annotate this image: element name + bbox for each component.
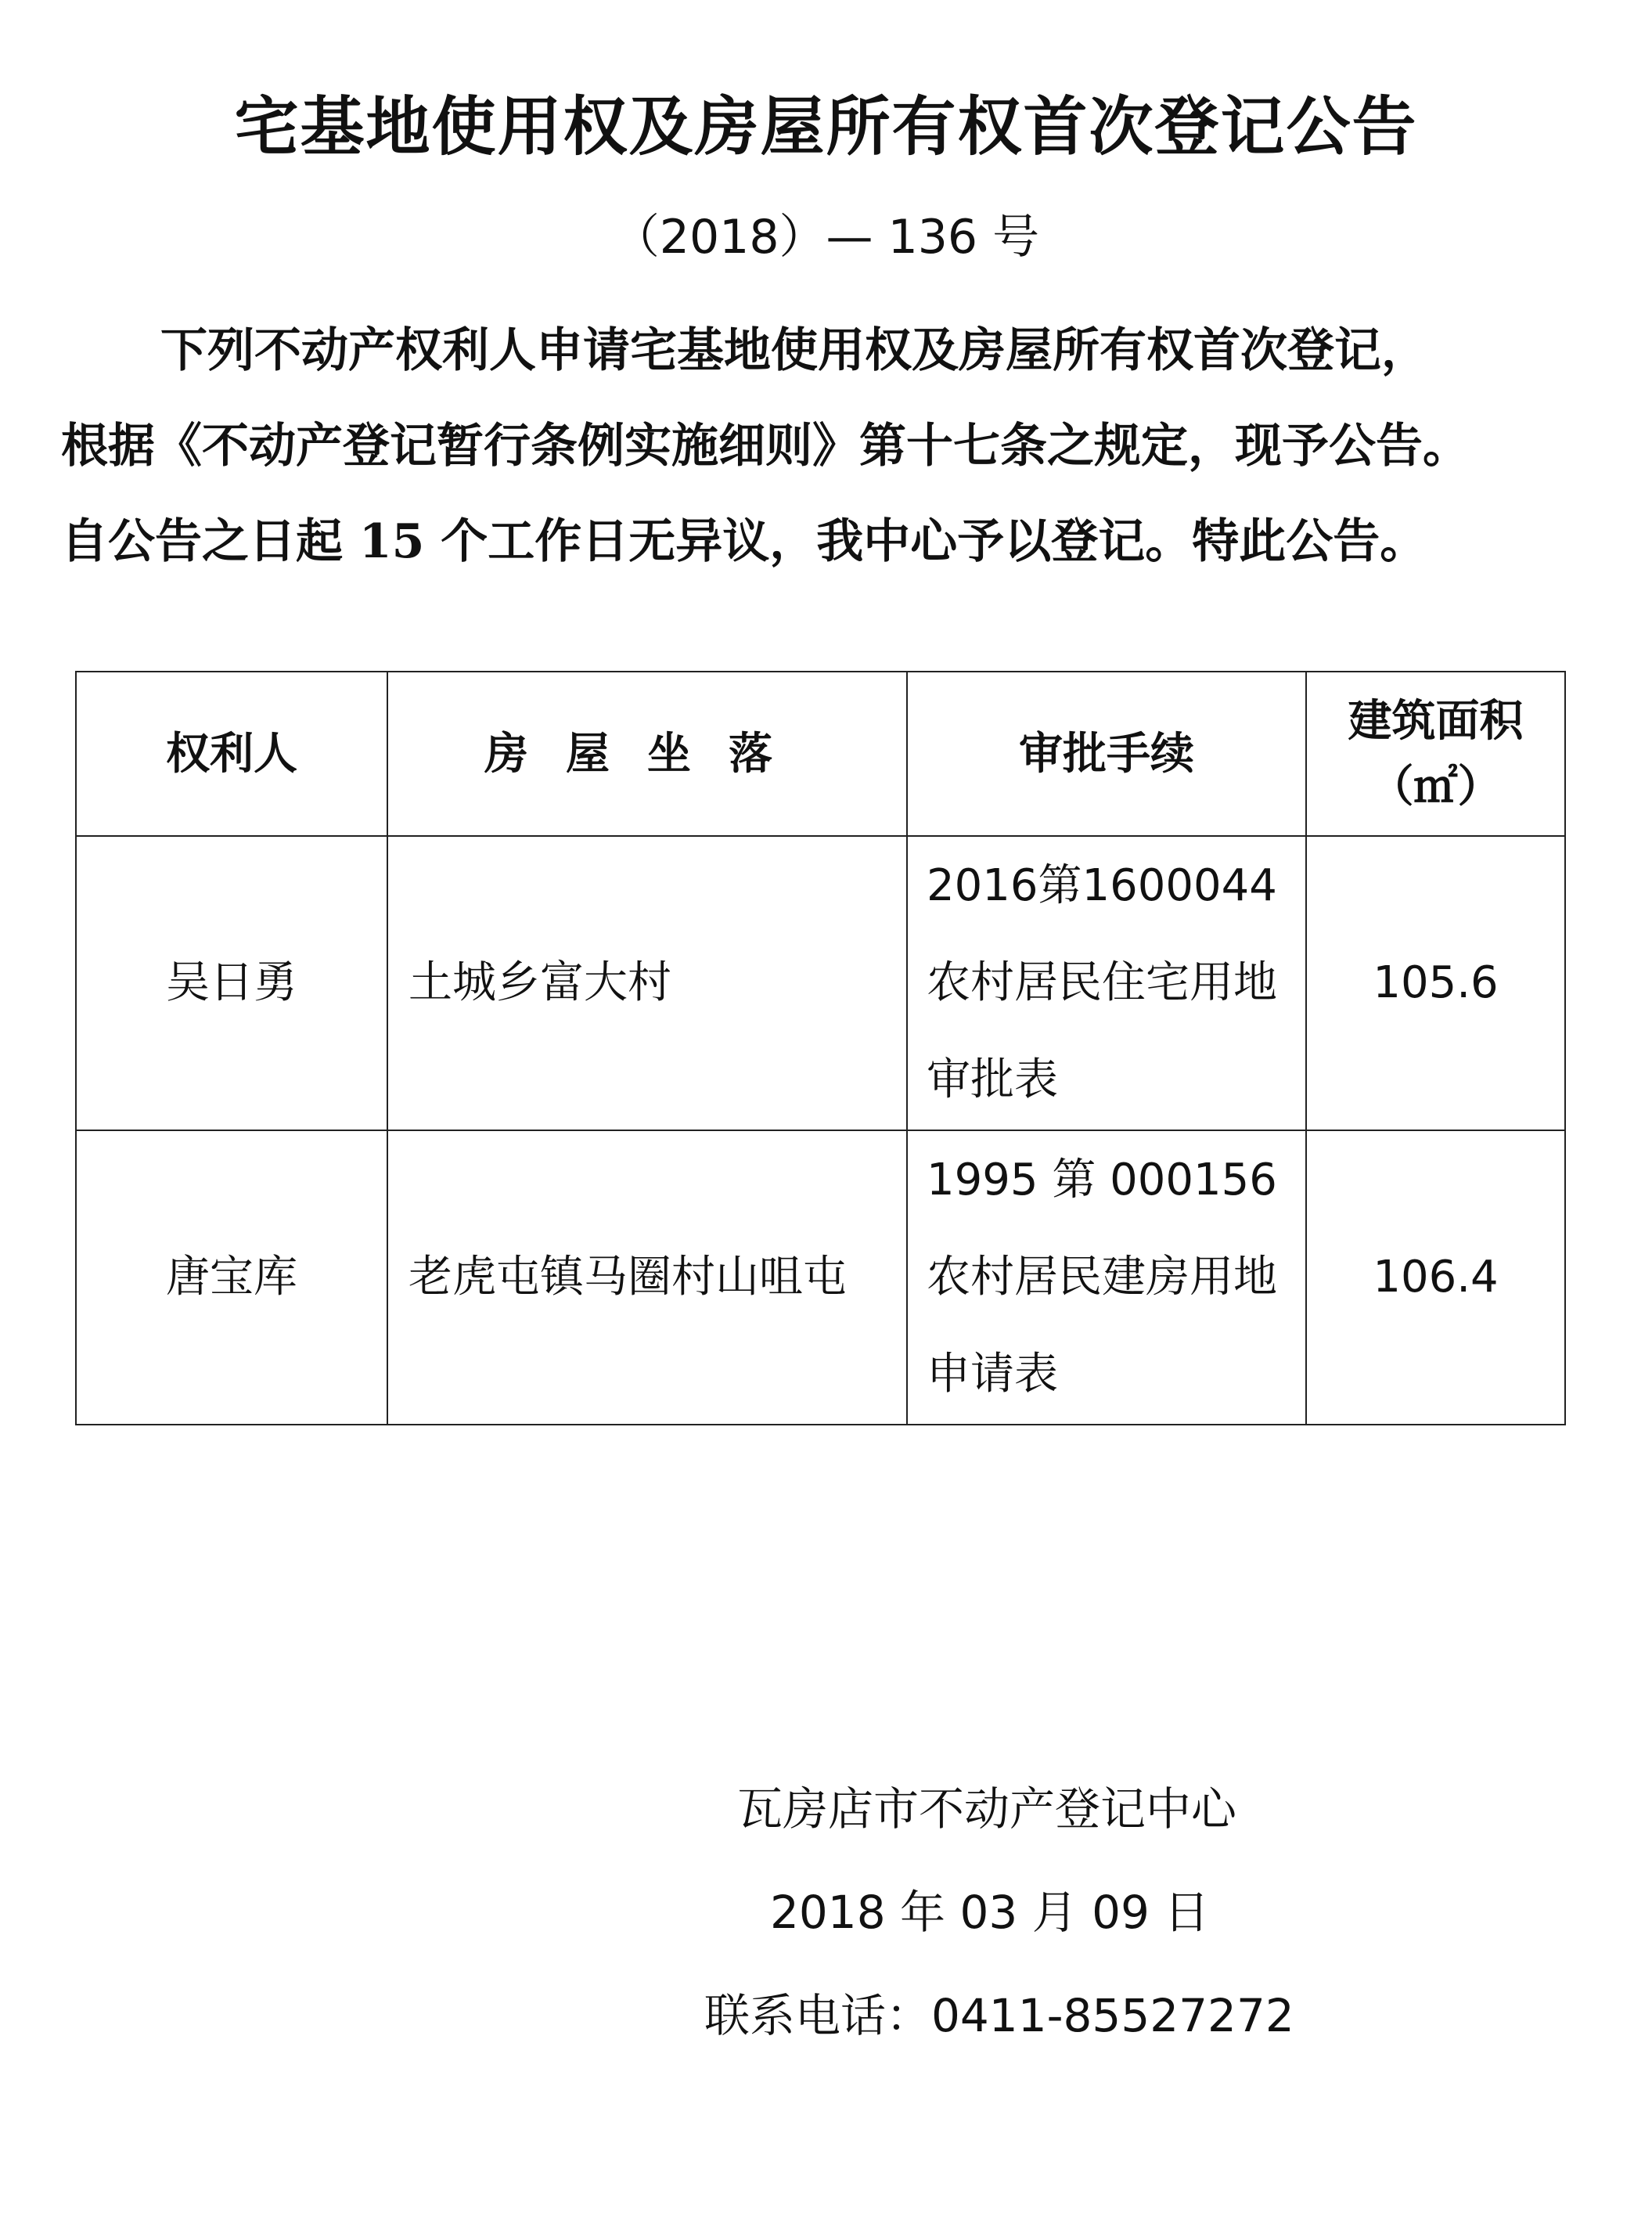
header-approval: 审批手续 <box>907 672 1306 836</box>
cell-area: 105.6 <box>1306 836 1565 1130</box>
cell-location: 土城乡富大村 <box>387 836 907 1130</box>
registration-table <box>75 671 1566 1425</box>
body-paragraph-line-1: 下列不动产权利人申请宅基地使用权及房屋所有权首次登记， <box>160 323 1428 378</box>
header-area <box>1306 672 1565 836</box>
cell-location: 老虎屯镇马圈村山咀屯 <box>387 1130 907 1425</box>
header-area-label: 建筑面积 <box>1348 695 1524 747</box>
issue-date: 2018 年 03 月 09 日 <box>770 1886 1210 1939</box>
body-paragraph-line-2: 根据《不动产登记暂行条例实施细则》第十七条之规定，现予公告。 <box>61 419 1470 474</box>
cell-holder: 唐宝库 <box>76 1130 387 1425</box>
cell-holder: 吴日勇 <box>76 836 387 1130</box>
table-row <box>76 836 1565 1130</box>
issuer-name: 瓦房店市不动产登记中心 <box>737 1782 1237 1836</box>
header-area-unit: （㎡） <box>1369 761 1502 813</box>
header-holder: 权利人 <box>76 672 387 836</box>
header-location <box>387 672 907 836</box>
cell-approval: 1995 第 000156农村居民建房用地申请表 <box>907 1130 1306 1425</box>
document-number: （2018）— 136 号 <box>612 210 1040 265</box>
cell-approval: 2016第1600044农村居民住宅用地审批表 <box>907 836 1306 1130</box>
table-header-row <box>76 672 1565 836</box>
header-location-label: 房屋坐落 <box>484 728 810 780</box>
contact-phone: 联系电话：0411-85527272 <box>704 1989 1294 2042</box>
table-row <box>76 1130 1565 1425</box>
cell-area: 106.4 <box>1306 1130 1565 1425</box>
notice-title: 宅基地使用权及房屋所有权首次登记公告 <box>234 90 1418 164</box>
body-paragraph-line-3: 自公告之日起 15 个工作日无异议，我中心予以登记。特此公告。 <box>61 514 1427 569</box>
